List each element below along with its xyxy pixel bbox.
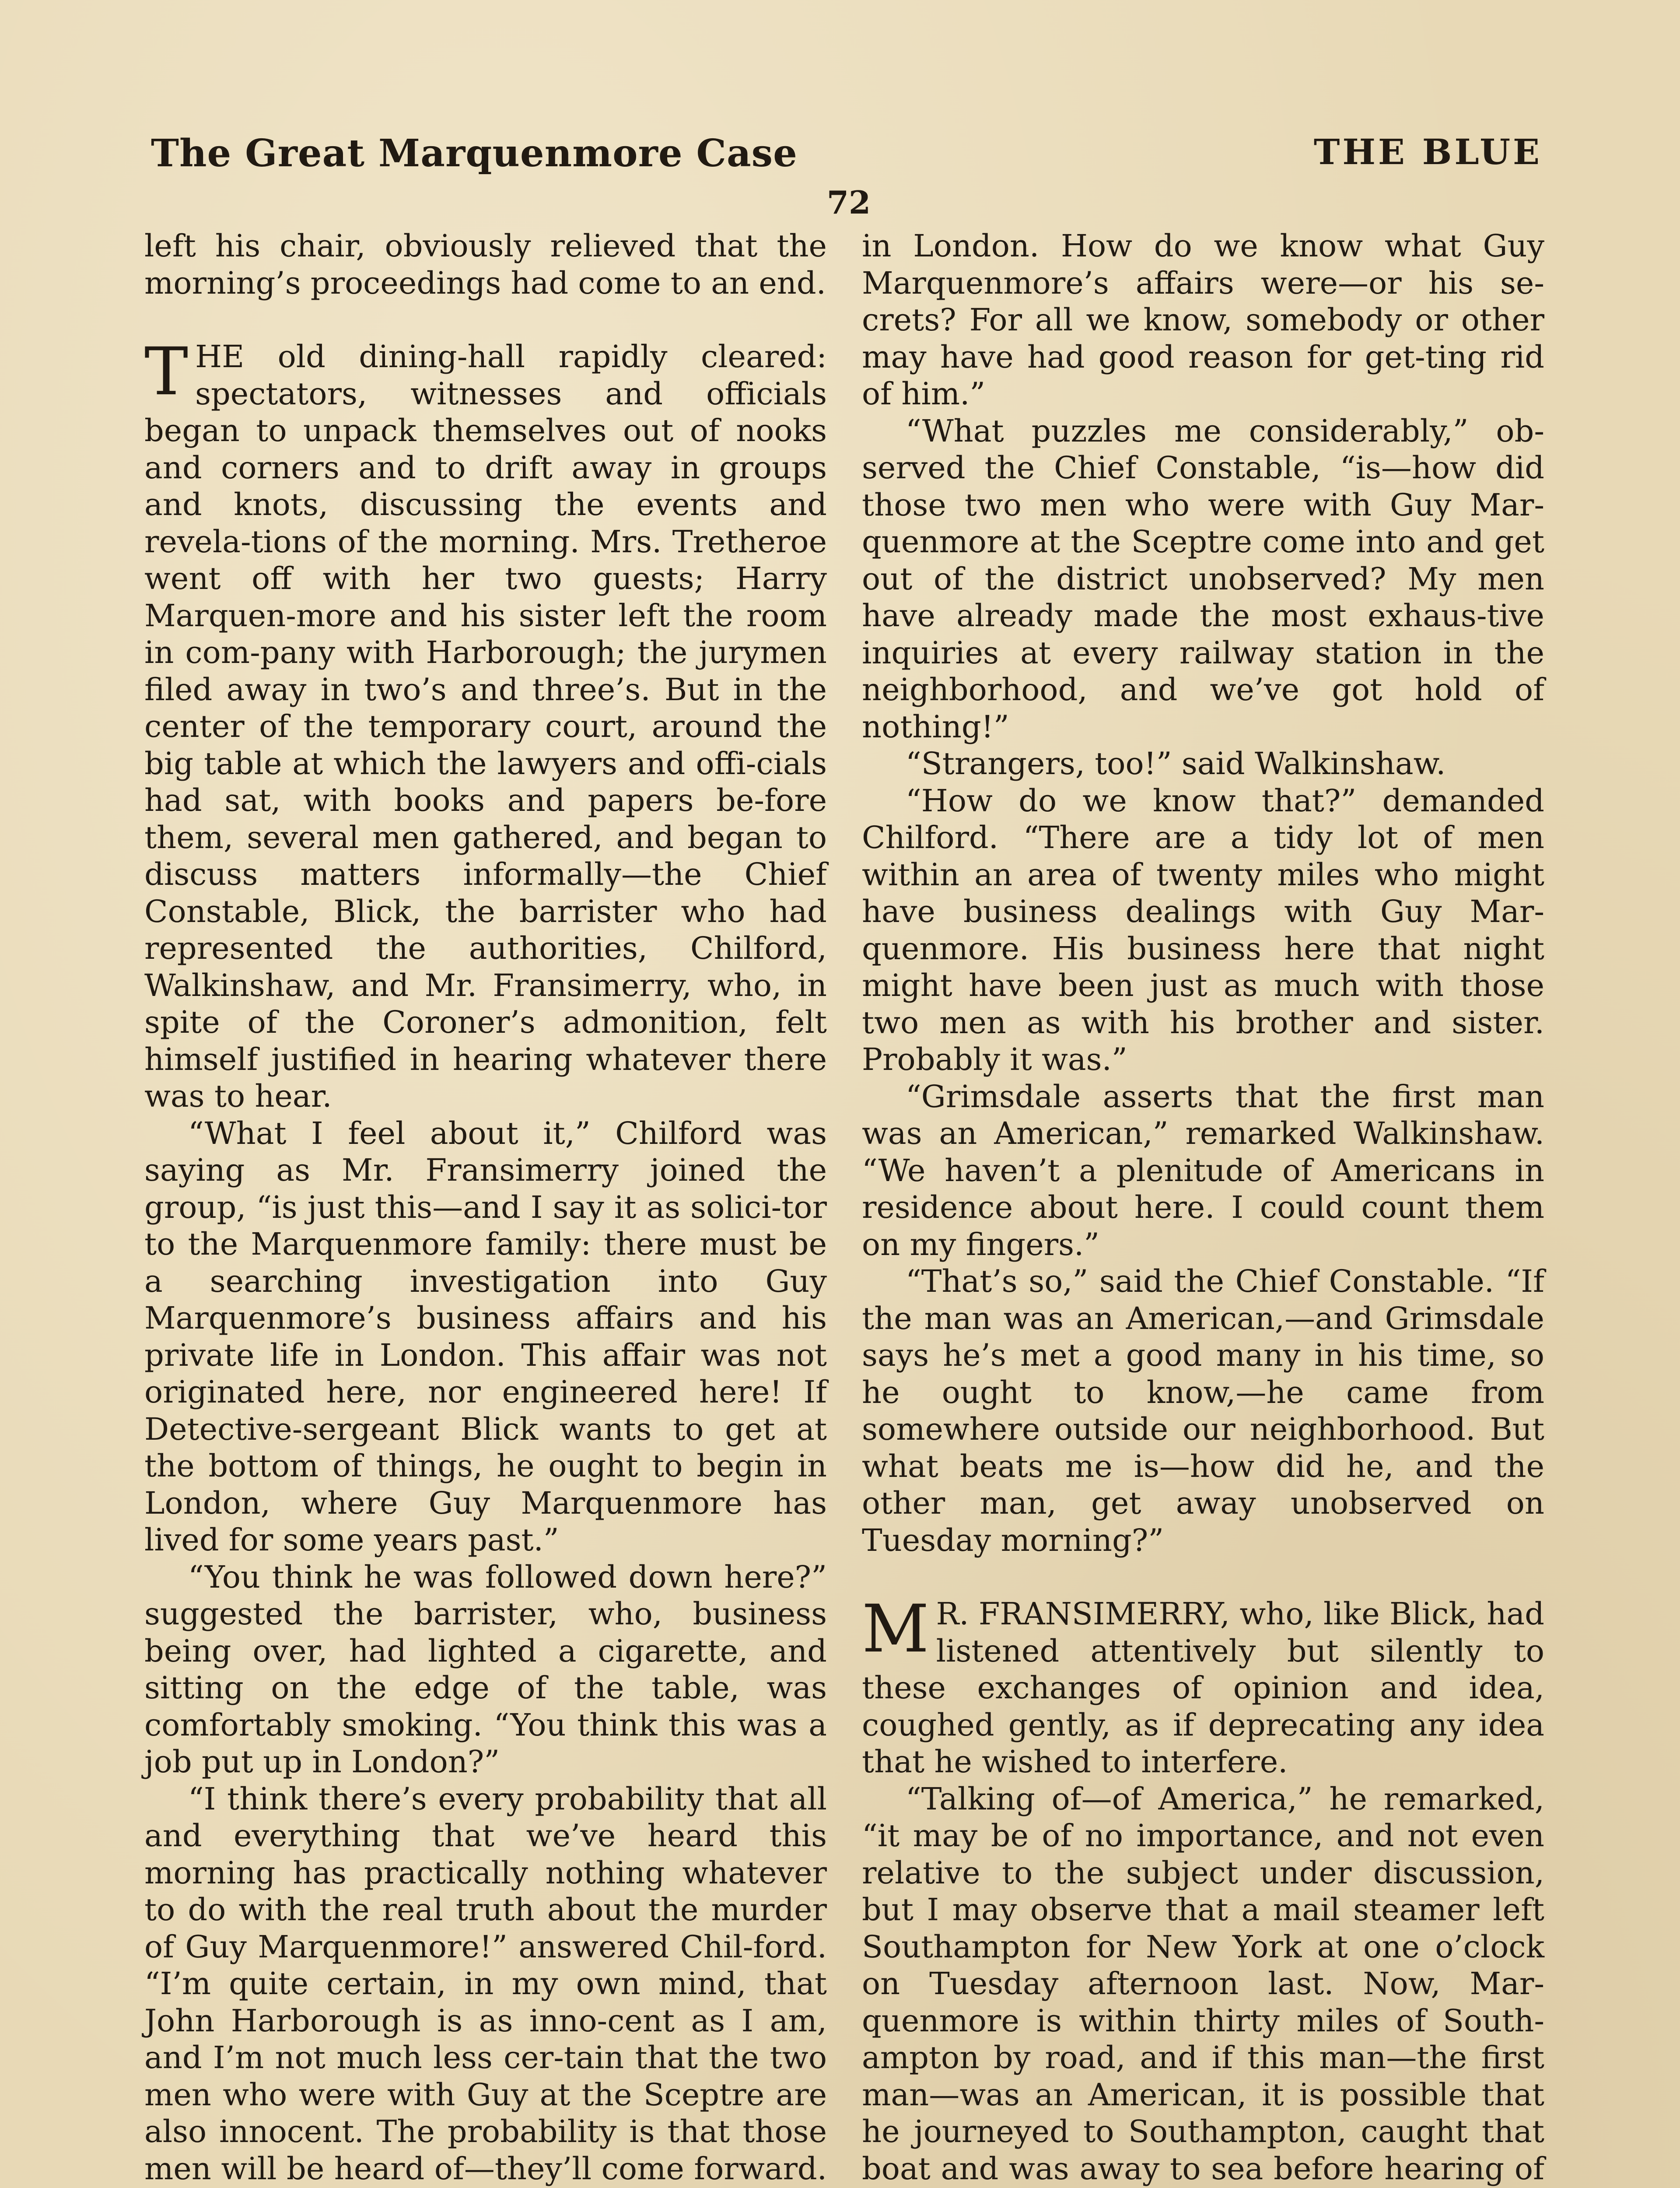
section-break [862, 1559, 1544, 1595]
paragraph: “I think there’s every probability that all and everything that we’ve heard this morning has practically nothing whatever to do with the real truth about the murder of Guy Marquenmore!” answered Chil-ford. “I’m quite certain, in my own mind, that John Harborough is as inno-cent as I am, and I’m not much less cer-tain that the two men who were with Guy at the Sceptre are also innocent. The probability is that those men will be heard of—they’ll come forward. [144, 1781, 827, 2187]
right-column [862, 228, 1544, 2188]
paragraph: “What I feel about it,” Chilford was saying as Mr. Fransimerry joined the group, “is just this—and I say it as solici-tor to the Marquenmore family: there must be a searching investigation into Guy Marquenmore’s business affairs and his private life in London. This affair was not originated here, nor engineered here! If Detective-sergeant Blick wants to get at the bottom of things, he ought to begin in London, where Guy Marquenmore has lived for some years past.” [144, 1115, 827, 1558]
story-title: The Great Marquenmore Case [151, 131, 798, 175]
paragraph-text: spectators, witnesses and officials began to unpack themselves out of nooks and corners and to drift away in groups and knots, discussing the events and revela-tions of the morning. Mrs. Tretheroe went off with her two guests; Harry Marquen-more and his sister left the room in com-pany with Harborough; the jurymen filed away in two’s and three’s. But in the center of the temporary court, around the big table at which the lawyers and offi-cials had sat, with books and papers be-fore them, several men gathered, and began to discuss matters informally—the Chief Constable, Blick, the barrister who had represented the authorities, Chilford, Walkinshaw, and Mr. Fransimerry, who, in spite of the Coroner’s admonition, felt himself justified in hearing whatever there was to hear. [144, 375, 827, 1114]
paragraph: “That’s so,” said the Chief Constable. “If the man was an American,—and Grimsdale says he’s met a good many in his time, so he ought to know,—he came from somewhere outside our neighborhood. But what beats me is—how did he, and the other man, get away unobserved on Tuesday morning?” [862, 1263, 1544, 1558]
paragraph: “What puzzles me considerably,” ob-served the Chief Constable, “is—how did those two men who were with Guy Mar-quenmore at the Sceptre come into and get out of the district unobserved? My men have already made the most exhaus-tive inquiries at every railway station in the neighborhood, and we’ve got hold of nothing!” [862, 413, 1544, 745]
section-opening-paragraph [144, 334, 827, 1115]
section-opening-paragraph [862, 1591, 1544, 1781]
section-break [144, 302, 827, 338]
paragraph: “Talking of—of America,” he remarked, “it may be of no importance, and not even relative to the subject under discussion, but I may observe that a mail steamer left Southampton for New York at one o’clock on Tuesday afternoon last. Now, Mar-quenmore is within thirty miles of South-ampton by road, and if this man—the first man—was an American, it is possible that he journeyed to Southampton, caught that boat and was away to sea before hearing of [862, 1781, 1544, 2187]
left-column [144, 228, 827, 2188]
paragraph: “How do we know that?” demanded Chilford. “There are a tidy lot of men within an area of twenty miles who might have business dealings with Guy Mar-quenmore. His business here that night might have been just as much with those two men as with his brother and sister. Probably it was.” [862, 782, 1544, 1077]
paragraph: left his chair, obviously relieved that the morning’s proceedings had come to an end. [144, 228, 827, 301]
page-number: 72 [826, 184, 871, 221]
drop-cap: T [144, 334, 189, 410]
drop-cap: M [862, 1591, 929, 1667]
paragraph: “You think he was followed down here?” suggested the barrister, who, business being over, had lighted a cigarette, and sitting on the edge of the table, was comfortably smoking. “You think this was a job put up in London?” [144, 1559, 827, 1780]
drop-cap-line: R. FRANSIMERRY, who, like Blick, [936, 1596, 1477, 1632]
drop-cap-line: HE old dining-hall rapidly cleared: [195, 339, 827, 375]
paragraph: “Strangers, too!” said Walkinshaw. [906, 746, 1446, 782]
page-header [151, 131, 1542, 184]
paragraph: “Grimsdale asserts that the first man was an American,” remarked Walkinshaw. “We haven’t a plenitude of Americans in residence about here. I could count them on my fingers.” [862, 1078, 1544, 1262]
paragraph: in London. How do we know what Guy Marquenmore’s affairs were—or his se-crets? For all we know, somebody or other may have had good reason for get-ting rid of him.” [862, 228, 1544, 412]
magazine-name: THE BLUE [1313, 131, 1542, 172]
paragraph-text: had listened attentively but silently to these exchanges of opinion and idea, coughed gently, as if deprecating any idea that he wished to interfere. [862, 1596, 1544, 1780]
